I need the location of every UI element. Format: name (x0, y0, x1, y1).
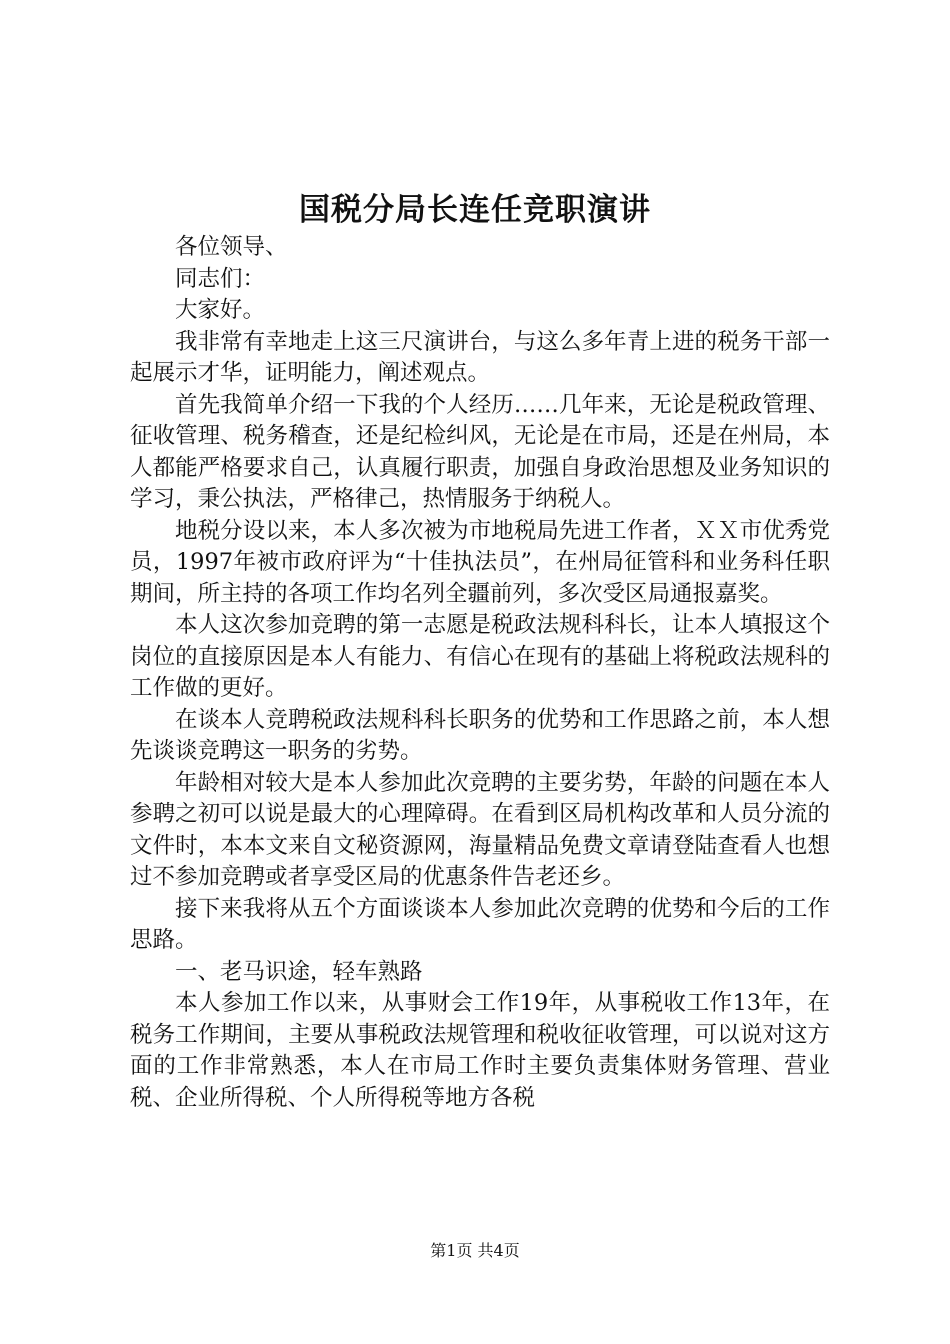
document-title: 国税分局长连任竞职演讲 (299, 192, 651, 228)
paragraph: 在谈本人竞聘税政法规科科长职务的优势和工作思路之前，本人想先谈谈竞聘这一职务的劣势。 (130, 706, 830, 764)
paragraph: 本人参加工作以来，从事财会工作19年，从事税收工作13年，在税务工作期间，主要从事税政法规管理和税收征收管理，可以说对这方面的工作非常熟悉，本人在市局工作时主要负责集体财务管理、营业税、企业所得税、个人所得税等地方各税 (130, 990, 830, 1111)
document-body (130, 232, 830, 1114)
paragraph-salutation-1: 各位领导、 (175, 234, 288, 260)
section-heading: 一、老马识途，轻车熟路 (175, 958, 423, 985)
paragraph: 接下来我将从五个方面谈谈本人参加此次竞聘的优势和今后的工作思路。 (130, 895, 830, 953)
paragraph: 年龄相对较大是本人参加此次竞聘的主要劣势，年龄的问题在本人参聘之初可以说是最大的心理障碍。在看到区局机构改革和人员分流的文件时，本本文来自文秘资源网，海量精品免费文章请登陆查看人也想过不参加竞聘或者享受区局的优惠条件告老还乡。 (130, 769, 830, 890)
paragraph: 本人这次参加竞聘的第一志愿是税政法规科科长，让本人填报这个岗位的直接原因是本人有能力、有信心在现有的基础上将税政法规科的工作做的更好。 (130, 612, 830, 701)
page-footer: 第1页 共4页 (430, 1241, 520, 1260)
paragraph-greeting: 大家好。 (175, 297, 266, 323)
paragraph-salutation-2: 同志们： (175, 265, 266, 292)
paragraph: 地税分设以来，本人多次被为市地税局先进工作者，ＸＸ市优秀党员，1997年被市政府评为“十佳执法员”，在州局征管科和业务科任职期间，所主持的各项工作均名列全疆前列，多次受区局通报嘉奖。 (130, 517, 830, 607)
paragraph: 首先我简单介绍一下我的个人经历……几年来，无论是税政管理、征收管理、税务稽查，还是纪检纠风，无论是在市局，还是在州局，本人都能严格要求自己，认真履行职责，加强自身政治思想及业务知识的学习，秉公执法，严格律己，热情服务于纳税人。 (130, 391, 830, 512)
paragraph: 我非常有幸地走上这三尺演讲台，与这么多年青上进的税务干部一起展示才华，证明能力，阐述观点。 (130, 328, 830, 386)
